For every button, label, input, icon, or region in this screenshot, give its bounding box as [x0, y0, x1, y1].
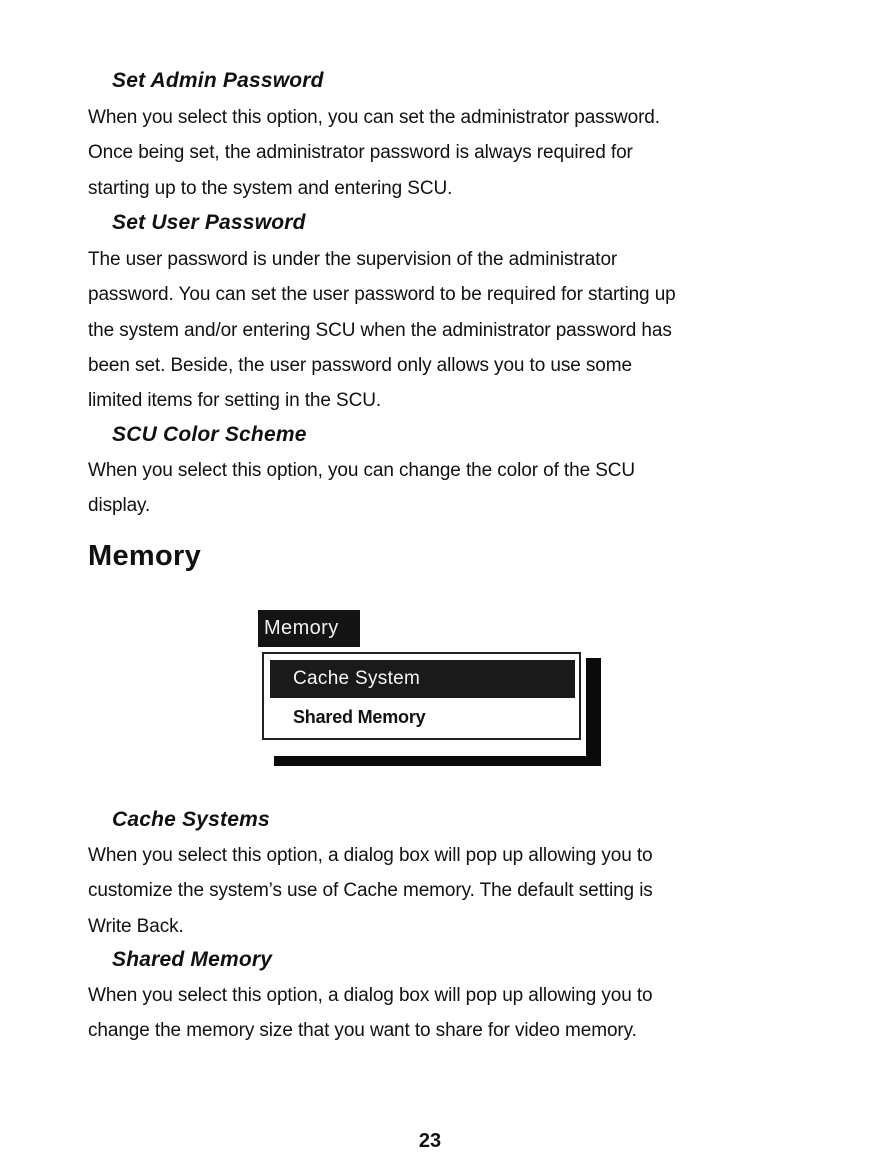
- paragraph-cache-systems: [88, 838, 788, 944]
- heading-set-user-password: Set User Password: [112, 211, 306, 234]
- heading-cache-systems: Cache Systems: [112, 808, 270, 831]
- text-line: change the memory size that you want to share for video memory.: [88, 1020, 637, 1042]
- memory-menu-screenshot: [258, 610, 603, 766]
- text-line: When you select this option, you can set the administrator password.: [88, 107, 660, 128]
- paragraph-shared-memory: [88, 978, 788, 1049]
- text-line: The user password is under the supervision of the administrator: [88, 249, 618, 270]
- menu-title[interactable]: Memory: [258, 610, 360, 647]
- text-line: starting up to the system and entering SCU.: [88, 177, 453, 199]
- menu-shadow: [586, 658, 601, 766]
- page-number: 23: [418, 1130, 442, 1152]
- text-line: limited items for setting in the SCU.: [88, 390, 382, 412]
- paragraph-scu-color-scheme: [88, 453, 788, 524]
- heading-set-admin-password: Set Admin Password: [112, 69, 324, 92]
- paragraph-set-user-password: [88, 242, 788, 418]
- text-line: When you select this option, you can change the color of the SCU: [88, 460, 636, 481]
- text-line: When you select this option, a dialog box will pop up allowing you to: [88, 845, 653, 866]
- menu-dropdown: [262, 652, 581, 740]
- menu-shadow: [274, 756, 601, 766]
- section-title-memory: Memory: [88, 540, 201, 572]
- paragraph-set-admin-password: [88, 100, 788, 206]
- heading-scu-color-scheme: SCU Color Scheme: [112, 423, 307, 446]
- text-line: Once being set, the administrator password is always required for: [88, 142, 633, 164]
- heading-shared-memory: Shared Memory: [112, 948, 273, 971]
- text-line: customize the system’s use of Cache memory. The default setting is: [88, 880, 653, 902]
- text-line: Write Back.: [88, 915, 184, 937]
- text-line: been set. Beside, the user password only allows you to use some: [88, 354, 632, 376]
- text-line: the system and/or entering SCU when the administrator password has: [88, 319, 672, 341]
- menu-item-cache-system[interactable]: Cache System: [270, 660, 575, 698]
- text-line: display.: [88, 495, 151, 517]
- menu-item-shared-memory[interactable]: Shared Memory: [293, 707, 426, 727]
- text-line: password. You can set the user password to be required for starting up: [88, 284, 676, 306]
- text-line: When you select this option, a dialog box will pop up allowing you to: [88, 985, 653, 1006]
